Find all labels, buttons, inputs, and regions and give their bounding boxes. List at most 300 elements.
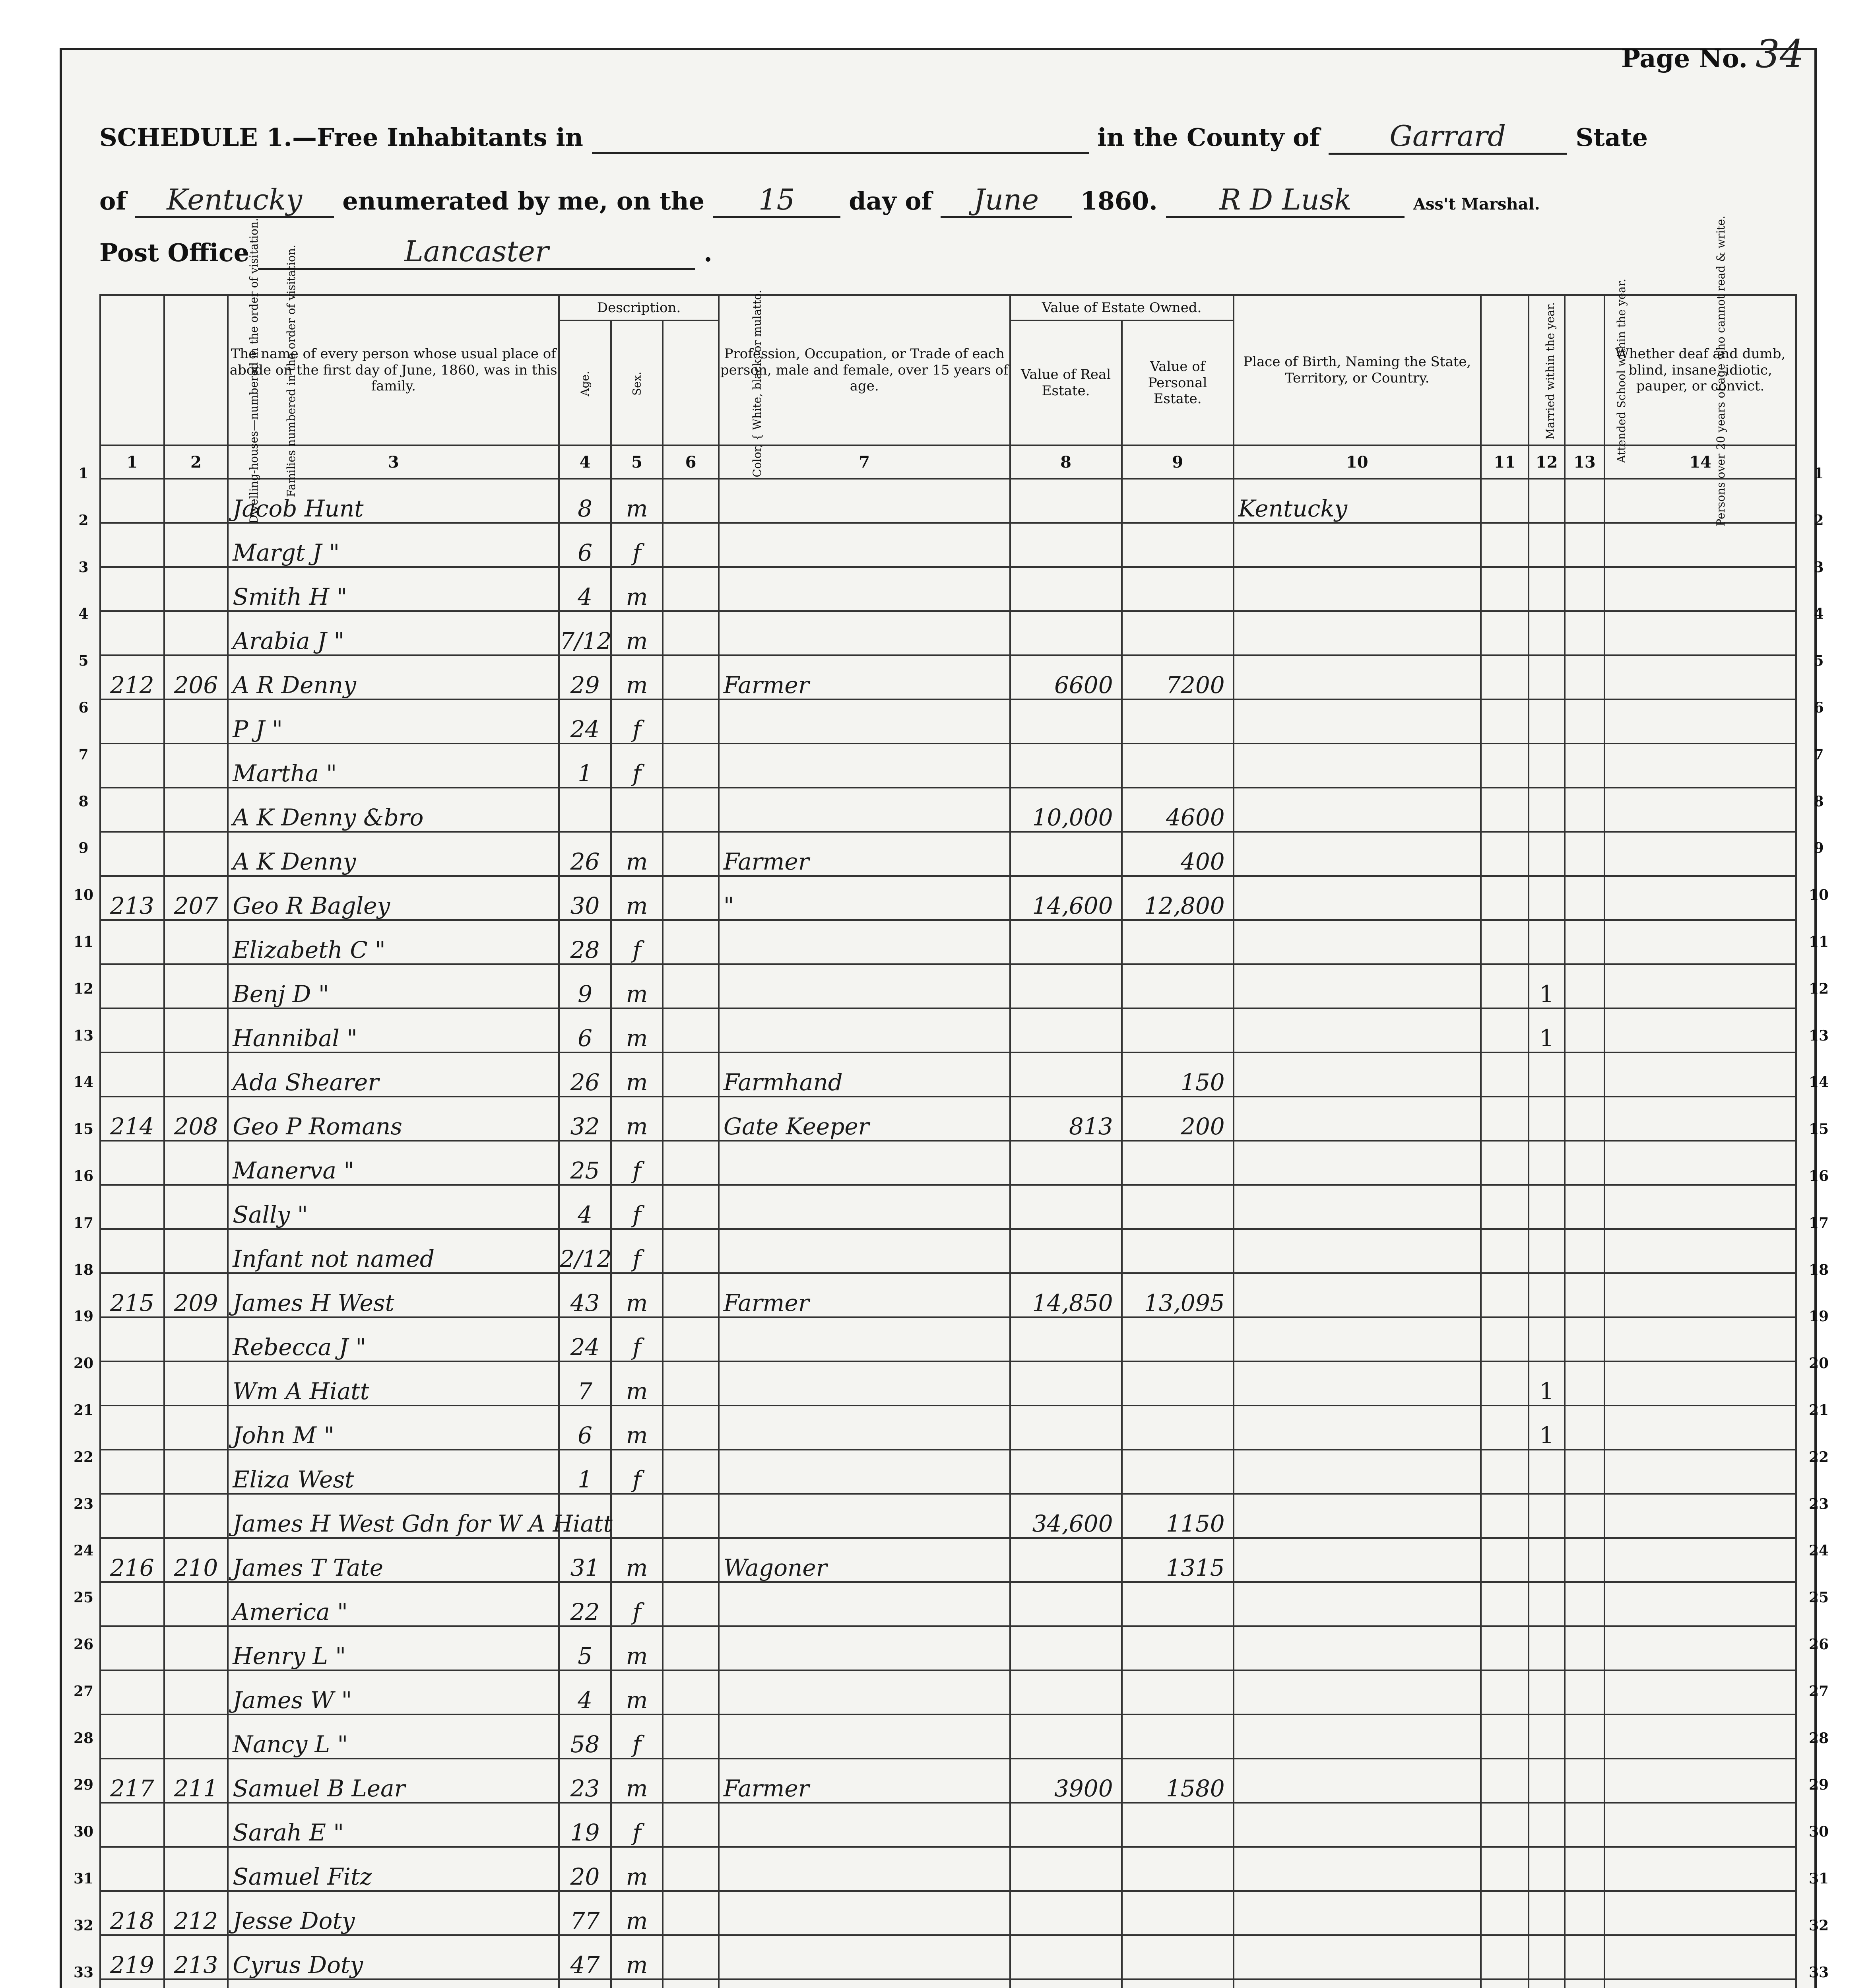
condition [1604, 611, 1796, 655]
col-literacy-header: Persons over 20 years of age who cannot read & write. [1565, 295, 1604, 445]
color [663, 523, 719, 567]
family-number [164, 1317, 228, 1361]
attended-school [1529, 1494, 1564, 1538]
census-rows [100, 479, 1796, 1988]
occupation [719, 1141, 1010, 1185]
condition [1604, 1361, 1796, 1406]
header-line-1: SCHEDULE 1.—Free Inhabitants in in the County of Garrard State [99, 119, 1648, 155]
personal-estate-value: 1580 [1122, 1759, 1234, 1803]
personal-estate-value [1122, 479, 1234, 523]
family-number: 211 [164, 1759, 228, 1803]
page-number: Page No. 34 [1621, 32, 1804, 76]
personal-estate-value: 150 [1122, 1052, 1234, 1097]
birthplace: Kentucky [1234, 479, 1481, 523]
person-name: Jesse Doty [228, 1891, 559, 1935]
cannot-read-write [1565, 1626, 1604, 1670]
person-name: Rebecca J " [228, 1317, 559, 1361]
occupation: Farmer [719, 1759, 1010, 1803]
line-number: 10 [73, 887, 94, 904]
married [1481, 744, 1529, 788]
age: 4 [559, 567, 611, 611]
occupation: Wagoner [719, 1538, 1010, 1582]
table-row [100, 832, 1796, 876]
line-number: 9 [78, 840, 89, 857]
personal-estate-value [1122, 1935, 1234, 1979]
birthplace [1234, 1317, 1481, 1361]
color [663, 1538, 719, 1582]
dwelling-number [100, 1317, 164, 1361]
occupation: Farmer [719, 832, 1010, 876]
occupation [719, 788, 1010, 832]
col-dwelling-header: Dwelling-houses—numbered in the order of visitation. [100, 295, 164, 445]
real-estate-value [1010, 567, 1122, 611]
color [663, 1626, 719, 1670]
color [663, 832, 719, 876]
age: 26 [559, 1052, 611, 1097]
col-occupation-header: Profession, Occupation, or Trade of each person, male and female, over 15 years of age. [719, 295, 1010, 445]
age: 25 [559, 1141, 611, 1185]
real-estate-value [1010, 1317, 1122, 1361]
line-number: 26 [1808, 1636, 1829, 1653]
sex: m [611, 611, 663, 655]
attended-school [1529, 567, 1564, 611]
sex: f [611, 1450, 663, 1494]
condition [1604, 832, 1796, 876]
person-name: Samuel Fitz [228, 1847, 559, 1891]
condition [1604, 1273, 1796, 1317]
occupation [719, 964, 1010, 1008]
age: 4 [559, 1670, 611, 1714]
table-row [100, 1935, 1796, 1979]
dwelling-number [100, 1847, 164, 1891]
married [1481, 788, 1529, 832]
person-name: Hannibal " [228, 1008, 559, 1052]
sex: f [611, 920, 663, 964]
dwelling-number: 215 [100, 1273, 164, 1317]
line-number: 3 [78, 559, 89, 576]
dwelling-number [100, 964, 164, 1008]
age: 29 [559, 655, 611, 699]
condition [1604, 1450, 1796, 1494]
col-personal-estate-header: Value of Personal Estate. [1122, 320, 1234, 445]
attended-school [1529, 744, 1564, 788]
birthplace [1234, 964, 1481, 1008]
person-name: P J " [228, 699, 559, 744]
condition [1604, 1626, 1796, 1670]
real-estate-value [1010, 1052, 1122, 1097]
dwelling-number [100, 832, 164, 876]
color [663, 1670, 719, 1714]
line-number: 3 [1814, 559, 1824, 576]
sex: m [611, 1273, 663, 1317]
person-name: Geo R Bagley [228, 876, 559, 920]
married [1481, 699, 1529, 744]
table-row [100, 1626, 1796, 1670]
cannot-read-write [1565, 1406, 1604, 1450]
personal-estate-value: 1150 [1122, 1494, 1234, 1538]
col-sex-header: Sex. [611, 320, 663, 445]
family-number [164, 1361, 228, 1406]
color [663, 1141, 719, 1185]
married [1481, 1759, 1529, 1803]
personal-estate-value [1122, 1406, 1234, 1450]
real-estate-value: 14,850 [1010, 1273, 1122, 1317]
cannot-read-write [1565, 567, 1604, 611]
dwelling-number [100, 788, 164, 832]
married [1481, 1406, 1529, 1450]
sex [611, 1494, 663, 1538]
occupation [719, 567, 1010, 611]
family-number [164, 699, 228, 744]
sex: m [611, 1538, 663, 1582]
attended-school [1529, 1273, 1564, 1317]
personal-estate-value [1122, 920, 1234, 964]
birthplace [1234, 1979, 1481, 1988]
line-number: 32 [73, 1917, 94, 1934]
dwelling-number [100, 523, 164, 567]
condition [1604, 1759, 1796, 1803]
line-number: 27 [1808, 1683, 1829, 1700]
cannot-read-write [1565, 1450, 1604, 1494]
line-number: 19 [73, 1308, 94, 1325]
condition [1604, 1494, 1796, 1538]
family-number [164, 1406, 228, 1450]
real-estate-value: 10,000 [1010, 788, 1122, 832]
family-number [164, 1979, 228, 1988]
line-number: 31 [1808, 1870, 1829, 1887]
cannot-read-write [1565, 1935, 1604, 1979]
sex: f [611, 1714, 663, 1759]
color [663, 788, 719, 832]
sex: f [611, 1803, 663, 1847]
real-estate-value [1010, 1935, 1122, 1979]
color [663, 1185, 719, 1229]
married [1481, 1494, 1529, 1538]
attended-school [1529, 523, 1564, 567]
attended-school [1529, 479, 1564, 523]
personal-estate-value [1122, 1450, 1234, 1494]
color [663, 699, 719, 744]
attended-school [1529, 1714, 1564, 1759]
real-estate-value [1010, 964, 1122, 1008]
cannot-read-write [1565, 479, 1604, 523]
person-name: A K Denny &bro [228, 788, 559, 832]
attended-school [1529, 1317, 1564, 1361]
real-estate-value [1010, 744, 1122, 788]
occupation [719, 479, 1010, 523]
table-row [100, 1097, 1796, 1141]
attended-school [1529, 1803, 1564, 1847]
occupation [719, 1847, 1010, 1891]
cannot-read-write [1565, 1008, 1604, 1052]
header-line-2: of Kentucky enumerated by me, on the 15 day of June 1860. R D Lusk Ass't Marshal. [99, 183, 1540, 218]
col-number: 6 [663, 445, 719, 479]
personal-estate-value [1122, 744, 1234, 788]
age: 5 [559, 1626, 611, 1670]
occupation: Farmhand [719, 1052, 1010, 1097]
family-number: 208 [164, 1097, 228, 1141]
married [1481, 1361, 1529, 1406]
cannot-read-write [1565, 523, 1604, 567]
real-estate-value [1010, 1185, 1122, 1229]
married [1481, 876, 1529, 920]
table-row [100, 1406, 1796, 1450]
line-number: 15 [73, 1121, 94, 1138]
line-number: 1 [1814, 465, 1824, 482]
married [1481, 964, 1529, 1008]
col-number: 9 [1122, 445, 1234, 479]
person-name: A K Denny [228, 832, 559, 876]
dwelling-number [100, 479, 164, 523]
married [1481, 1450, 1529, 1494]
table-row [100, 744, 1796, 788]
person-name: Elizabeth C " [228, 920, 559, 964]
line-number: 17 [1808, 1214, 1829, 1231]
occupation: " [719, 876, 1010, 920]
age [559, 1979, 611, 1988]
family-number: 209 [164, 1273, 228, 1317]
person-name: Wm A Hiatt [228, 1361, 559, 1406]
dwelling-number [100, 1406, 164, 1450]
attended-school [1529, 1891, 1564, 1935]
real-estate-value [1010, 1406, 1122, 1450]
line-number: 14 [1808, 1074, 1829, 1091]
person-name: Samuel B Lear [228, 1759, 559, 1803]
family-number [164, 1008, 228, 1052]
cannot-read-write [1565, 1141, 1604, 1185]
real-estate-value: 3900 [1010, 1759, 1122, 1803]
person-name: America " [228, 1582, 559, 1626]
real-estate-value [1010, 1361, 1122, 1406]
person-name: Benj D " [228, 964, 559, 1008]
table-row [100, 1582, 1796, 1626]
cannot-read-write [1565, 1670, 1604, 1714]
real-estate-value [1010, 1979, 1122, 1988]
family-number [164, 964, 228, 1008]
line-number: 28 [1808, 1730, 1829, 1747]
occupation [719, 1803, 1010, 1847]
color [663, 1979, 719, 1988]
table-row [100, 1891, 1796, 1935]
cannot-read-write [1565, 1229, 1604, 1273]
color [663, 655, 719, 699]
birthplace [1234, 611, 1481, 655]
married [1481, 1979, 1529, 1988]
birthplace [1234, 1626, 1481, 1670]
table-row [100, 699, 1796, 744]
person-name: Jacob Hunt [228, 479, 559, 523]
table-row [100, 1273, 1796, 1317]
condition [1604, 964, 1796, 1008]
cannot-read-write [1565, 611, 1604, 655]
sex: f [611, 1582, 663, 1626]
table-row [100, 479, 1796, 523]
attended-school [1529, 1097, 1564, 1141]
age: 28 [559, 920, 611, 964]
line-number: 16 [73, 1168, 94, 1184]
occupation [719, 1935, 1010, 1979]
line-number: 5 [1814, 652, 1824, 670]
line-number: 1 [78, 465, 89, 482]
real-estate-value: 6600 [1010, 655, 1122, 699]
color [663, 964, 719, 1008]
table-row [100, 611, 1796, 655]
table-row [100, 523, 1796, 567]
real-estate-value [1010, 699, 1122, 744]
table-row [100, 1229, 1796, 1273]
line-number: 30 [73, 1823, 94, 1840]
dwelling-number [100, 744, 164, 788]
age: 22 [559, 1582, 611, 1626]
occupation [719, 744, 1010, 788]
age: 58 [559, 1714, 611, 1759]
table-row [100, 1361, 1796, 1406]
occupation [719, 699, 1010, 744]
occupation [719, 1317, 1010, 1361]
birthplace [1234, 1361, 1481, 1406]
line-number: 24 [1808, 1542, 1829, 1559]
married [1481, 655, 1529, 699]
occupation [719, 1891, 1010, 1935]
family-number [164, 1494, 228, 1538]
birthplace [1234, 567, 1481, 611]
family-number [164, 1714, 228, 1759]
col-number: 14 [1604, 445, 1796, 479]
married [1481, 1891, 1529, 1935]
attended-school: 1 [1529, 964, 1564, 1008]
personal-estate-value [1122, 1317, 1234, 1361]
birthplace [1234, 1229, 1481, 1273]
birthplace [1234, 1185, 1481, 1229]
condition [1604, 1141, 1796, 1185]
family-number [164, 1229, 228, 1273]
attended-school [1529, 1052, 1564, 1097]
birthplace [1234, 1935, 1481, 1979]
married [1481, 1097, 1529, 1141]
occupation: Gate Keeper [719, 1097, 1010, 1141]
condition [1604, 1979, 1796, 1988]
cannot-read-write [1565, 1317, 1604, 1361]
age: 8 [559, 479, 611, 523]
real-estate-value [1010, 1626, 1122, 1670]
col-number: 3 [228, 445, 559, 479]
table-row [100, 1847, 1796, 1891]
line-number: 29 [1808, 1776, 1829, 1794]
person-name: Infant not named [228, 1229, 559, 1273]
line-number: 32 [1808, 1917, 1829, 1934]
line-number: 12 [1808, 980, 1829, 997]
dwelling-number [100, 1450, 164, 1494]
table-row [100, 1494, 1796, 1538]
condition [1604, 744, 1796, 788]
attended-school [1529, 1670, 1564, 1714]
real-estate-value: 14,600 [1010, 876, 1122, 920]
married [1481, 1803, 1529, 1847]
line-number: 5 [78, 652, 89, 670]
line-number: 7 [1814, 746, 1824, 763]
age: 1 [559, 1450, 611, 1494]
personal-estate-value: 12,800 [1122, 876, 1234, 920]
color [663, 1229, 719, 1273]
birthplace [1234, 1052, 1481, 1097]
sex: f [611, 744, 663, 788]
birthplace [1234, 1847, 1481, 1891]
married [1481, 1847, 1529, 1891]
birthplace [1234, 832, 1481, 876]
table-row [100, 1185, 1796, 1229]
family-number [164, 920, 228, 964]
occupation [719, 1494, 1010, 1538]
sex: m [611, 1008, 663, 1052]
family-number [164, 1450, 228, 1494]
occupation [719, 1361, 1010, 1406]
dwelling-number [100, 1229, 164, 1273]
attended-school [1529, 1582, 1564, 1626]
header-line-3: Post Office Lancaster . [99, 235, 712, 270]
age: 26 [559, 832, 611, 876]
family-number: 206 [164, 655, 228, 699]
cannot-read-write [1565, 744, 1604, 788]
condition [1604, 876, 1796, 920]
real-estate-value [1010, 1714, 1122, 1759]
birthplace [1234, 1450, 1481, 1494]
line-number: 23 [73, 1495, 94, 1512]
table-row [100, 964, 1796, 1008]
personal-estate-value [1122, 611, 1234, 655]
sex: m [611, 1935, 663, 1979]
married [1481, 1670, 1529, 1714]
condition [1604, 1935, 1796, 1979]
line-number: 20 [73, 1355, 94, 1372]
dwelling-number [100, 699, 164, 744]
dwelling-number [100, 567, 164, 611]
line-number: 25 [1808, 1589, 1829, 1606]
color [663, 1847, 719, 1891]
col-number: 10 [1234, 445, 1481, 479]
line-number: 23 [1808, 1495, 1829, 1512]
personal-estate-value [1122, 567, 1234, 611]
age: 32 [559, 1097, 611, 1141]
cannot-read-write [1565, 832, 1604, 876]
attended-school [1529, 1185, 1564, 1229]
cannot-read-write [1565, 1714, 1604, 1759]
attended-school [1529, 876, 1564, 920]
birthplace [1234, 1538, 1481, 1582]
birthplace [1234, 1582, 1481, 1626]
real-estate-value [1010, 523, 1122, 567]
attended-school [1529, 1979, 1564, 1988]
age [559, 788, 611, 832]
col-number: 8 [1010, 445, 1122, 479]
attended-school [1529, 1450, 1564, 1494]
personal-estate-value [1122, 964, 1234, 1008]
personal-estate-value [1122, 1141, 1234, 1185]
person-name: Ada Shearer [228, 1052, 559, 1097]
sex: f [611, 1229, 663, 1273]
table-row [100, 1052, 1796, 1097]
real-estate-value: 813 [1010, 1097, 1122, 1141]
table-row [100, 1979, 1796, 1988]
color [663, 1582, 719, 1626]
table-row [100, 655, 1796, 699]
color [663, 1361, 719, 1406]
cannot-read-write [1565, 1097, 1604, 1141]
cannot-read-write [1565, 920, 1604, 964]
line-number: 17 [73, 1214, 94, 1231]
sex: m [611, 964, 663, 1008]
sex: m [611, 876, 663, 920]
col-condition-header: Whether deaf and dumb, blind, insane, idiotic, pauper, or convict. [1604, 295, 1796, 445]
